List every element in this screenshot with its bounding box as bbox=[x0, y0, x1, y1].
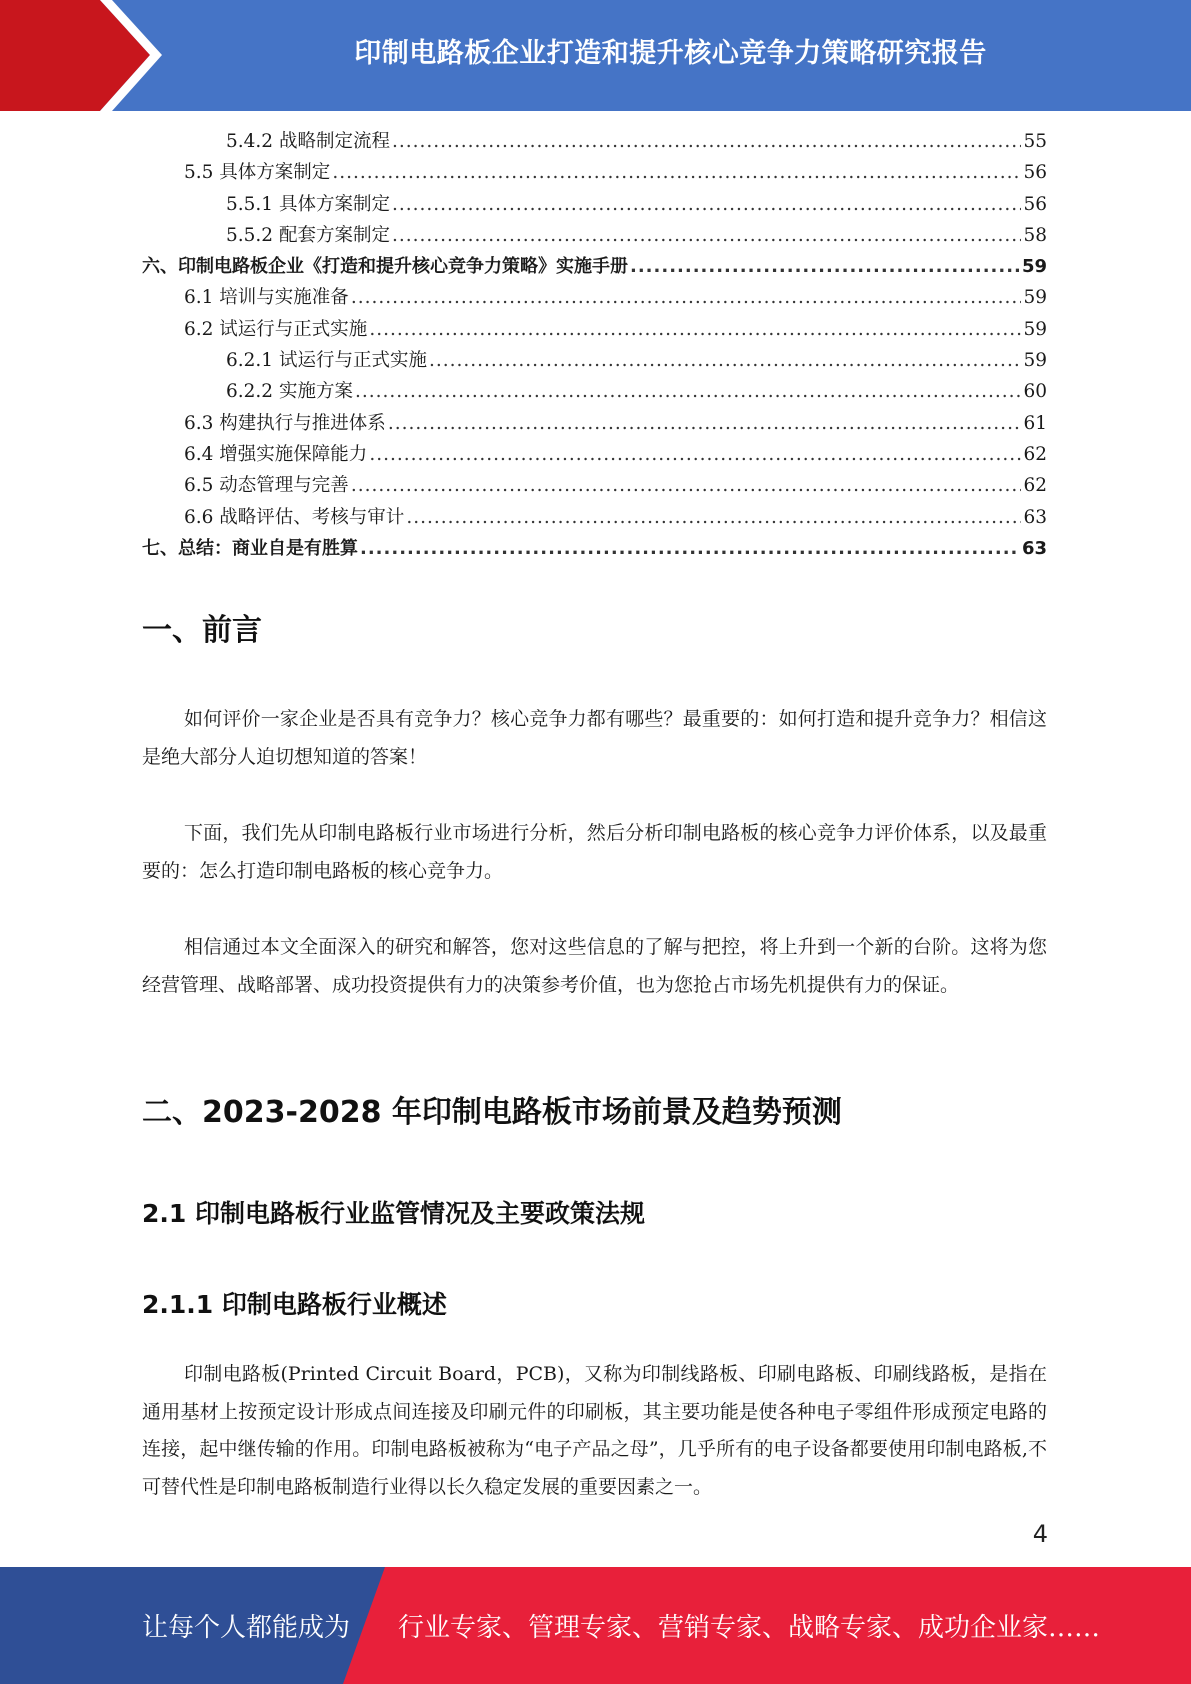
toc-entry-label: 6.2.1 试运行与正式实施 bbox=[226, 350, 427, 372]
toc-entry-page: 56 bbox=[1023, 193, 1047, 215]
toc-entry-label: 6.2.2 实施方案 bbox=[226, 381, 353, 403]
toc-dot-leader bbox=[369, 439, 1021, 470]
toc-dot-leader bbox=[630, 251, 1020, 282]
toc-entry-label: 七、总结：商业自是有胜算 bbox=[142, 537, 358, 559]
header-title: 印制电路板企业打造和提升核心竞争力策略研究报告 bbox=[354, 37, 987, 69]
toc-dot-leader bbox=[369, 314, 1021, 345]
toc-entry-label: 5.5.2 配套方案制定 bbox=[226, 224, 390, 246]
toc-entry[interactable] bbox=[142, 220, 1047, 251]
footer-slogan-left: 让每个人都能成为 bbox=[142, 1613, 351, 1643]
chapter-2-heading: 二、2023-2028 年印制电路板市场前景及趋势预测 bbox=[142, 1095, 842, 1130]
toc-entry[interactable] bbox=[142, 376, 1047, 407]
toc-entry[interactable] bbox=[142, 282, 1047, 313]
toc-entry-page: 59 bbox=[1021, 256, 1047, 278]
toc-entry-page: 59 bbox=[1023, 287, 1047, 309]
toc-dot-leader bbox=[392, 189, 1021, 220]
toc-entry-page: 59 bbox=[1023, 318, 1047, 340]
toc-entry-page: 63 bbox=[1021, 537, 1047, 559]
toc-entry[interactable] bbox=[142, 345, 1047, 376]
toc-entry-page: 63 bbox=[1023, 506, 1047, 528]
page-header bbox=[0, 0, 1191, 111]
toc-entry[interactable] bbox=[142, 126, 1047, 157]
toc-entry[interactable] bbox=[142, 408, 1047, 439]
footer-slogan-right: 行业专家、管理专家、营销专家、战略专家、成功企业家…… bbox=[398, 1613, 1101, 1643]
toc-entry-page: 56 bbox=[1023, 162, 1047, 184]
preface-paragraph-3: 相信通过本文全面深入的研究和解答，您对这些信息的了解与把控，将上升到一个新的台阶。这将为您经营管理、战略部署、成功投资提供有力的决策参考价值，也为您抢占市场先机提供有力的保证。 bbox=[142, 936, 1047, 996]
toc-dot-leader bbox=[429, 345, 1021, 376]
section-2-1-heading: 2.1 印制电路板行业监管情况及主要政策法规 bbox=[142, 1199, 645, 1228]
toc-dot-leader bbox=[392, 126, 1021, 157]
toc-entry[interactable] bbox=[142, 189, 1047, 220]
toc-entry-page: 62 bbox=[1023, 443, 1047, 465]
toc-entry-page: 60 bbox=[1023, 381, 1047, 403]
toc-dot-leader bbox=[351, 470, 1022, 501]
toc-dot-leader bbox=[392, 220, 1021, 251]
toc-entry-label: 5.4.2 战略制定流程 bbox=[226, 131, 390, 152]
preface-paragraph-2: 下面，我们先从印制电路板行业市场进行分析，然后分析印制电路板的核心竞争力评价体系，以及最重要的：怎么打造印制电路板的核心竞争力。 bbox=[142, 822, 1047, 882]
toc-dot-leader bbox=[406, 502, 1021, 533]
page-footer bbox=[0, 1567, 1191, 1684]
toc-entry[interactable] bbox=[142, 439, 1047, 470]
toc-entry-label: 6.2 试运行与正式实施 bbox=[184, 318, 368, 340]
toc-entry-page: 55 bbox=[1023, 131, 1047, 152]
toc-entry-label: 6.1 培训与实施准备 bbox=[184, 287, 349, 309]
toc-entry[interactable] bbox=[142, 502, 1047, 533]
toc-entry-page: 61 bbox=[1023, 412, 1047, 434]
toc-entry-label: 5.5.1 具体方案制定 bbox=[226, 193, 390, 215]
section-2-1-1-paragraph: 印制电路板(Printed Circuit Board，PCB)，又称为印制线路板、印刷电路板、印刷线路板，是指在通用基材上按预定设计形成点间连接及印刷元件的印刷板，其主要功能是使各种电子零组件形成预定电路的连接，起中继传输的作用。印制电路板被称为“电子产品之母”，几乎所有的电子设备都要使用印制电路板,不可替代性是印制电路板制造行业得以长久稳定发展的重要因素之一。 bbox=[142, 1363, 1047, 1498]
toc-entry-label: 6.3 构建执行与推进体系 bbox=[184, 412, 386, 434]
toc-entry-label: 六、印制电路板企业《打造和提升核心竞争力策略》实施手册 bbox=[142, 256, 628, 278]
toc-entry-label: 6.4 增强实施保障能力 bbox=[184, 443, 368, 465]
toc-dot-leader bbox=[388, 408, 1022, 439]
toc-entry-label: 6.6 战略评估、考核与审计 bbox=[184, 506, 405, 528]
section-2-1-1-heading: 2.1.1 印制电路板行业概述 bbox=[142, 1290, 447, 1319]
toc-entry[interactable] bbox=[142, 251, 1047, 282]
toc-dot-leader bbox=[332, 157, 1021, 188]
toc-entry-page: 62 bbox=[1023, 475, 1047, 497]
toc-dot-leader bbox=[351, 282, 1022, 313]
table-of-contents bbox=[142, 126, 1047, 564]
toc-entry[interactable] bbox=[142, 314, 1047, 345]
toc-entry-page: 59 bbox=[1023, 350, 1047, 372]
preface-paragraph-1: 如何评价一家企业是否具有竞争力？核心竞争力都有哪些？最重要的：如何打造和提升竞争力？相信这是绝大部分人迫切想知道的答案！ bbox=[142, 708, 1047, 768]
toc-entry-page: 58 bbox=[1023, 224, 1047, 246]
page-number: 4 bbox=[1032, 1520, 1048, 1548]
toc-entry[interactable] bbox=[142, 470, 1047, 501]
toc-entry-label: 6.5 动态管理与完善 bbox=[184, 475, 349, 497]
toc-entry[interactable] bbox=[142, 157, 1047, 188]
toc-entry-label: 5.5 具体方案制定 bbox=[184, 162, 331, 184]
toc-dot-leader bbox=[355, 376, 1022, 407]
toc-dot-leader bbox=[360, 533, 1020, 564]
toc-entry[interactable] bbox=[142, 533, 1047, 564]
preface-heading: 一、前言 bbox=[142, 613, 262, 648]
